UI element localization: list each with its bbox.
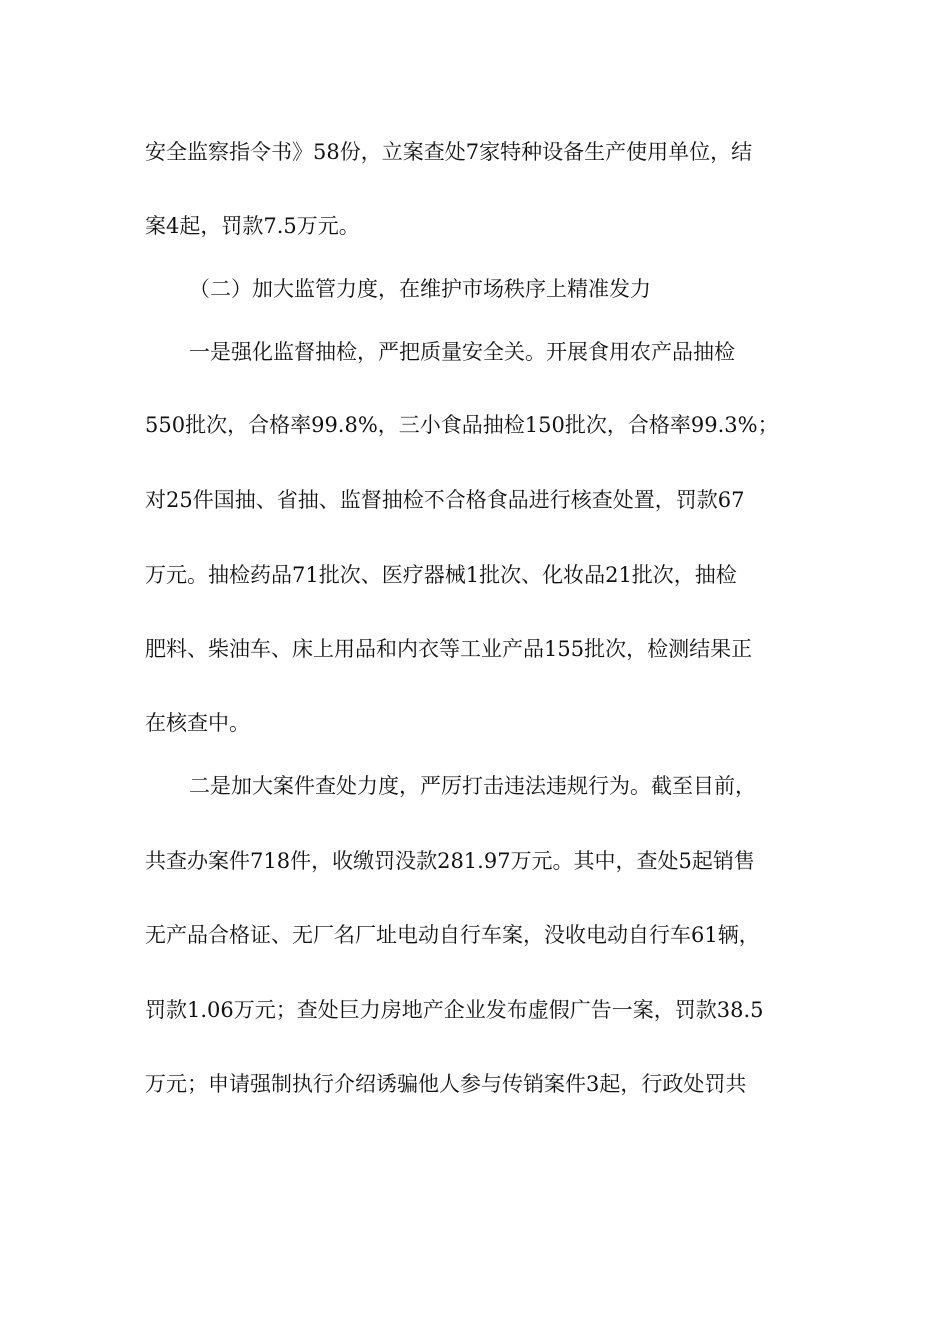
text-line-6: 对25件国抽、省抽、监督抽检不合格食品进行核查处置，罚款67: [145, 488, 745, 512]
text-line-2: 案4起，罚款7.5万元。: [145, 214, 360, 238]
section-heading: （二）加大监管力度，在维护市场秩序上精准发力: [189, 277, 651, 301]
text-line-11: 共查办案件718件，收缴罚没款281.97万元。其中，查处5起销售: [145, 849, 755, 873]
text-line-10: 二是加大案件查处力度，严厉打击违法违规行为。截至目前，: [189, 774, 756, 798]
text-line-14: 万元；申请强制执行介绍诱骗他人参与传销案件3起，行政处罚共: [145, 1072, 747, 1096]
text-line-7: 万元。抽检药品71批次、医疗器械1批次、化妆品21批次，抽检: [145, 563, 737, 587]
text-line-12: 无产品合格证、无厂名厂址电动自行车案，没收电动自行车61辆，: [145, 923, 760, 947]
text-line-5: 550批次，合格率99.8%，三小食品抽检150批次，合格率99.3%；: [145, 413, 779, 437]
text-line-1: 安全监察指令书》58份，立案查处7家特种设备生产使用单位，结: [145, 140, 753, 164]
text-line-8: 肥料、柴油车、床上用品和内衣等工业产品155批次，检测结果正: [145, 637, 753, 661]
text-line-4: 一是强化监督抽检，严把质量安全关。开展食用农产品抽检: [189, 340, 735, 364]
text-line-9: 在核查中。: [145, 711, 250, 735]
text-line-13: 罚款1.06万元；查处巨力房地产企业发布虚假广告一案，罚款38.5: [145, 998, 764, 1022]
